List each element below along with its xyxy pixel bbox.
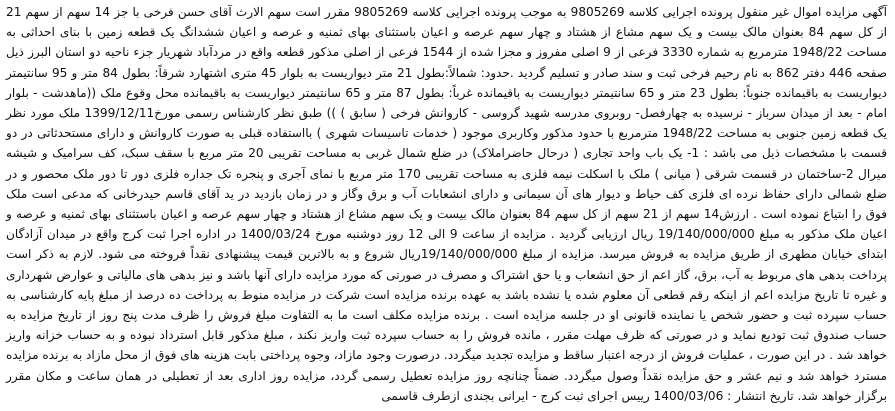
auction-notice-text: آگهی مزایده اموال غیر منقول پرونده اجرایی کلاسه 9805269 به موجب پرونده اجرایی کلاسه 9805269 مقرر است سهم الارث آقای حسن فرخی با جز 14 سهم از سهم 21 از کل سهم 84 بعنوان مالک بیست و یک سهم مشاع از هشتاد و چهار سهم عرصه و اعیان باستثنای بهای ثمنیه و عرصه و اعیان ششدانگ یک قطعه زمین با بنای احداثی به مساحت 1948/22 مترمربع به شماره 3330 فرعی از 9 اصلی مفروز و مجزا شده از 1544 فرعی از اصلی مذکور قطعه واقع در مردآباد شهریار جزء ناحیه دو استان البرز ذیل صفحه 446 دفتر 862 به نام رحیم فرخی ثبت و سند صادر و تسلیم گردید .حدود: شمالاً:بطول 21 متر دیواریست به بلوار 45 متری اشتهارد شرقاً: بطول 84 متر و 95 سانتیمتر دیواریست به باقیمانده جنوباً: بطول 23 متر و 65 سانتیمتر دیواریست به باقیمانده غرباً: بطول 87 متر و 65 سانتیمتر دیواریست به باقیمانده محل وقوع ملک ((ماهدشت - بلوار امام - بعد از میدان سرباز - نرسیده به چهارفصل- روبروی مدرسه شهید گروسی - کاروانش فرخی ( سابق ) )) طبق نظر کارشناس رسمی مورخ1399/12/11 ملک مورد نظر یک قطعه زمین جنوبی به مساحت 1948/22 مترمربع با حدود مذکور وکاربری موجود ( خدمات تاسیسات شهری ) بااستفاده قبلی به صورت کاروانش و دارای مستحدثاتی در دو قسمت با مشخصات ذیل می باشد : 1- یک باب واحد تجاری ( درحال حاضراملاک) در ضلع شمال غربی به مساحت تقریبی 20 متر مربع با سقف سبک، کف سرامیک و شیشه میرال 2-ساختمان در قسمت شرقی ( میانی ) ملک با اسکلت نیمه فلزی به مساحت تقریبی 170 متر مربع با نمای آجری و پنجره تک جداره فلزی دور تا دور ملک محصور و در ضلع شمالی دارای حفاظ نرده ای فلزی کف حیاط و دیوار های آن سیمانی و دارای انشعابات آب و برق وگاز و در زمان بازدید در ید آقای قاسم حیدرخانی که مدعی است ملک فوق را ابتیاع نموده است . ارزش14 سهم از 21 سهم از کل سهم 84 بعنوان مالک بیست و یک سهم مشاع از هشتاد و چهار سهم عرصه و اعیان باستثنای بهای ثمنیه و عرصه و اعیان ملک مذکور به مبلغ 19/140/000/000 ریال ارزیابی گردید . مزایده از ساعت 9 الی 12 روز دوشنبه مورخ 1400/03/24 در اداره اجرا ثبت کرج واقع در میدان آزادگان ابتدای خیابان مطهری از طریق مزایده به فروش میرسد. مزایده از مبلغ 19/140/000/000ریال شروع و به بالاترین قیمت پیشنهادی نقداً فروخته می شود. لازم به ذکر است پرداخت بدهی های مربوط به آب، برق، گاز اعم از حق انشعاب و یا حق اشتراک و مصرف در صورتی که مورد مزایده دارای آنها باشد و نیز بدهی های مالیاتی و عوارض شهرداری و غیره تا تاریخ مزایده اعم از اینکه رقم قطعی آن معلوم شده یا نشده باشد به عهده برنده مزایده است شرکت در مزایده منوط به پرداخت ده درصد از مبلغ پایه کارشناسی به حساب سپرده ثبت و حضور شخص یا نماینده قانونی او در جلسه مزایده است . برنده مزایده مکلف است ما به التفاوت مبلغ فروش را ظرف مدت پنج روز از تاریخ مزایده به حساب صندوق ثبت تودیع نماید و در صورتی که ظرف مهلت مقرر ، مانده فروش را به حساب سپرده ثبت واریز نکند ، مبلغ مذکور قابل استرداد نبوده و به حساب خزانه واریز خواهد شد . در این صورت ، عملیات فروش از درجه اعتبار ساقط و مزایده تجدید میگردد. درصورت وجود مازاد، وجوه پرداختی بابت هزینه های فوق از محل مازاد به برنده مزایده مسترد خواهد شد و نیم عشر و حق مزایده نقداً وصول میگردد. ضمناً چنانچه روز مزایده تعطیل رسمی گردد، مزایده روز اداری بعد از تعطیلی در همان ساعت و مکان مقرر برگزار خواهد شد. تاریخ انتشار : 1400/03/06 رییس اجرای ثبت کرج - ایرانی بجندی ازطرف قاسمی	[6, 5, 888, 403]
